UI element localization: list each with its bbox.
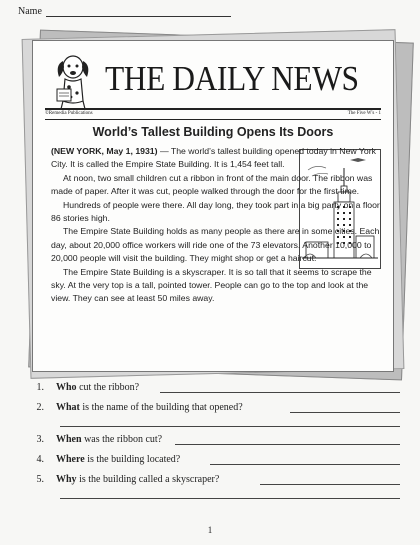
question-text: What is the name of the building that opened? — [56, 402, 243, 413]
answer-line[interactable] — [160, 392, 400, 393]
question-number: 4. — [36, 454, 44, 465]
question-number: 2. — [36, 402, 44, 413]
name-line[interactable] — [46, 7, 231, 17]
question-item — [28, 402, 400, 416]
question-text: Where is the building located? — [56, 454, 181, 465]
subline-rule — [45, 119, 381, 120]
publisher-credit: ©Remedia Publications — [45, 111, 93, 116]
question-number: 5. — [36, 474, 44, 485]
series-label: The Five W's - 1 — [347, 111, 381, 116]
dalmatian-dog-icon — [49, 49, 97, 111]
question-number: 3. — [36, 434, 44, 445]
answer-line[interactable] — [175, 444, 400, 445]
answer-line-continued[interactable] — [60, 426, 400, 427]
question-item — [28, 474, 400, 488]
name-label: Name — [18, 6, 42, 17]
article-paragraph: The Empire State Building is a skyscraper. It is so tall that it seems to scrape the sky. At the very top is a tall, pointed tower. People can go to the top and look at the view. They can see at least 50 miles away. — [51, 266, 372, 304]
article-body — [51, 145, 383, 306]
question-text: Why is the building called a skyscraper? — [56, 474, 220, 485]
question-item — [28, 382, 400, 396]
answer-line-continued[interactable] — [60, 498, 400, 499]
name-field-row — [18, 6, 231, 17]
publication-line — [45, 111, 381, 116]
article-paragraph: Hundreds of people were there. All day long, they took part in a big party on a floor 86 stories high. — [51, 199, 380, 224]
question-number: 1. — [36, 382, 44, 393]
article-paragraph: The Empire State Building holds as many people as there are in some cities. Each day, about 20,000 office workers will ride one of the 73 elevators. Another 10,000 to 20,000 people will visit the building. They might shop or get a haircut. — [51, 226, 380, 264]
article-paragraph: (NEW YORK, May 1, 1931) — The world’s tallest building opened today in New York City. It is called the Empire State Building. It is 1,454 feet tall. — [51, 146, 376, 170]
question-item — [28, 454, 400, 468]
newspaper — [22, 26, 402, 378]
masthead-title: THE DAILY NEWS — [105, 59, 359, 98]
answer-line[interactable] — [210, 464, 400, 465]
question-item — [28, 434, 400, 448]
dateline: (NEW YORK, May 1, 1931) — [51, 146, 158, 156]
question-text: When was the ribbon cut? — [56, 434, 163, 445]
newspaper-front-page — [32, 40, 394, 372]
masthead-rule — [45, 108, 381, 110]
article-headline: World’s Tallest Building Opens Its Doors — [92, 125, 334, 139]
answer-line[interactable] — [260, 484, 400, 485]
article-paragraph: At noon, two small children cut a ribbon in front of the main door. The ribbon was made of paper. After it was cut, people walked through the door for the first time. — [51, 172, 373, 197]
answer-line[interactable] — [290, 412, 400, 413]
page-number: 1 — [207, 525, 213, 535]
question-text: Who cut the ribbon? — [56, 382, 140, 393]
